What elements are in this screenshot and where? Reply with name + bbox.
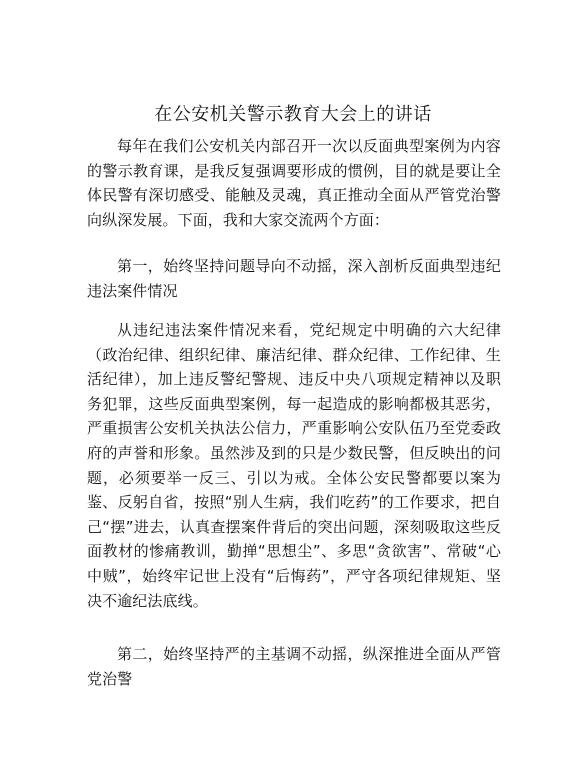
paragraph-case-analysis: 从违纪违法案件情况来看，党纪规定中明确的六大纪律（政治纪律、组织纪律、廉洁纪律、群众纪律、工作纪律、生活纪律），加上违反警纪警规、违反中央八项规定精神以及职务犯罪，这些反面典型案例，每一起造成的影响都极其恶劣，严重损害公安机关执法公信力，严重影响公安队伍乃至党委政府的声誉和形象。虽然涉及到的只是少数民警，但反映出的问题，必须要举一反三、引以为戒。全体公安民警都要以案为鉴、反躬自省，按照“别人生病，我们吃药”的工作要求，把自己“摆”进去，认真查摆案件背后的突出问题，深刻吸取这些反面教材的惨痛教训，勤掸“思想尘”、多思“贪欲害”、常破“心中贼”，始终牢记世上没有“后悔药”，严守各项纪律规矩、坚决不逾纪法底线。 — [87, 321, 501, 610]
document-title: 在公安机关警示教育大会上的讲话 — [154, 104, 432, 125]
paragraph-heading-first: 第一，始终坚持问题导向不动摇，深入剖析反面典型违纪违法案件情况 — [87, 257, 501, 300]
paragraph-intro: 每年在我们公安机关内部召开一次以反面典型案例为内容的警示教育课，是我反复强调要形成的惯例，目的就是要让全体民警有深切感受、能触及灵魂，真正推动全面从严管党治警向纵深发展。下面，我和大家交流两个方面： — [87, 137, 501, 229]
paragraph-heading-second: 第二，始终坚持严的主基调不动摇，纵深推进全面从严管党治警 — [87, 645, 501, 688]
